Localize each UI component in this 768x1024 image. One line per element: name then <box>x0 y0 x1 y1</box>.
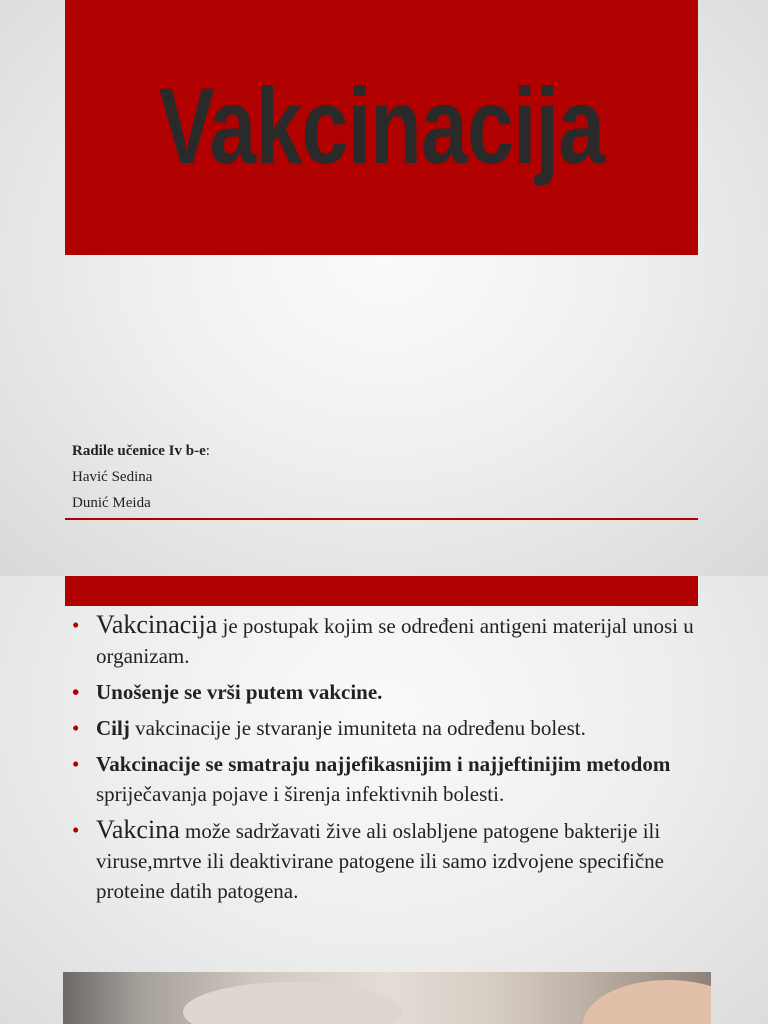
photo-shape <box>583 980 711 1024</box>
author-1: Havić Sedina <box>72 469 153 485</box>
bullet-icon: • <box>72 818 80 842</box>
authors-colon: : <box>205 443 210 459</box>
bullet-3-term: Cilj <box>96 716 130 740</box>
author-2: Dunić Meida <box>72 495 151 511</box>
bullet-list <box>70 610 710 912</box>
header-bar <box>65 576 698 606</box>
bullet-icon: • <box>72 613 80 637</box>
list-item <box>70 713 710 743</box>
content-slide <box>0 576 768 1024</box>
bullet-3-text: vakcinacije je stvaranje imuniteta na određenu bolest. <box>129 716 586 740</box>
list-item <box>70 677 710 707</box>
bullet-4-text: spriječavanja pojave i širenja infektivnih bolesti. <box>96 782 505 806</box>
authors-lead: Radile učenice Iv b-e <box>72 443 206 459</box>
bullet-icon: • <box>72 752 80 776</box>
list-item <box>70 610 710 671</box>
slide-title: Vakcinacija <box>158 65 605 186</box>
authors-block <box>72 438 210 516</box>
photo-shape <box>183 982 403 1024</box>
list-item <box>70 749 710 809</box>
bullet-5-text: može sadržavati žive ali oslabljene patogene bakterije ili viruse,mrtve ili deaktivirane patogene ili samo izdvojene specifične proteine datih patogena. <box>96 819 664 903</box>
bullet-icon: • <box>72 680 80 704</box>
divider-line <box>65 518 698 520</box>
bullet-2-text: Unošenje se vrši putem vakcine. <box>96 680 383 704</box>
bullet-1-term: Vakcinacija <box>96 610 218 639</box>
authors-heading <box>72 438 210 464</box>
bullet-4-term: Vakcinacije se smatraju najjefikasnijim i najjeftinijim metodom <box>96 752 671 776</box>
bullet-5-term: Vakcina <box>96 815 180 844</box>
bullet-icon: • <box>72 716 80 740</box>
bullet-1-text: je postupak kojim se određeni antigeni materijal unosi u organizam. <box>96 614 694 668</box>
baby-photo <box>63 972 711 1024</box>
title-banner <box>65 0 698 255</box>
list-item <box>70 815 710 906</box>
